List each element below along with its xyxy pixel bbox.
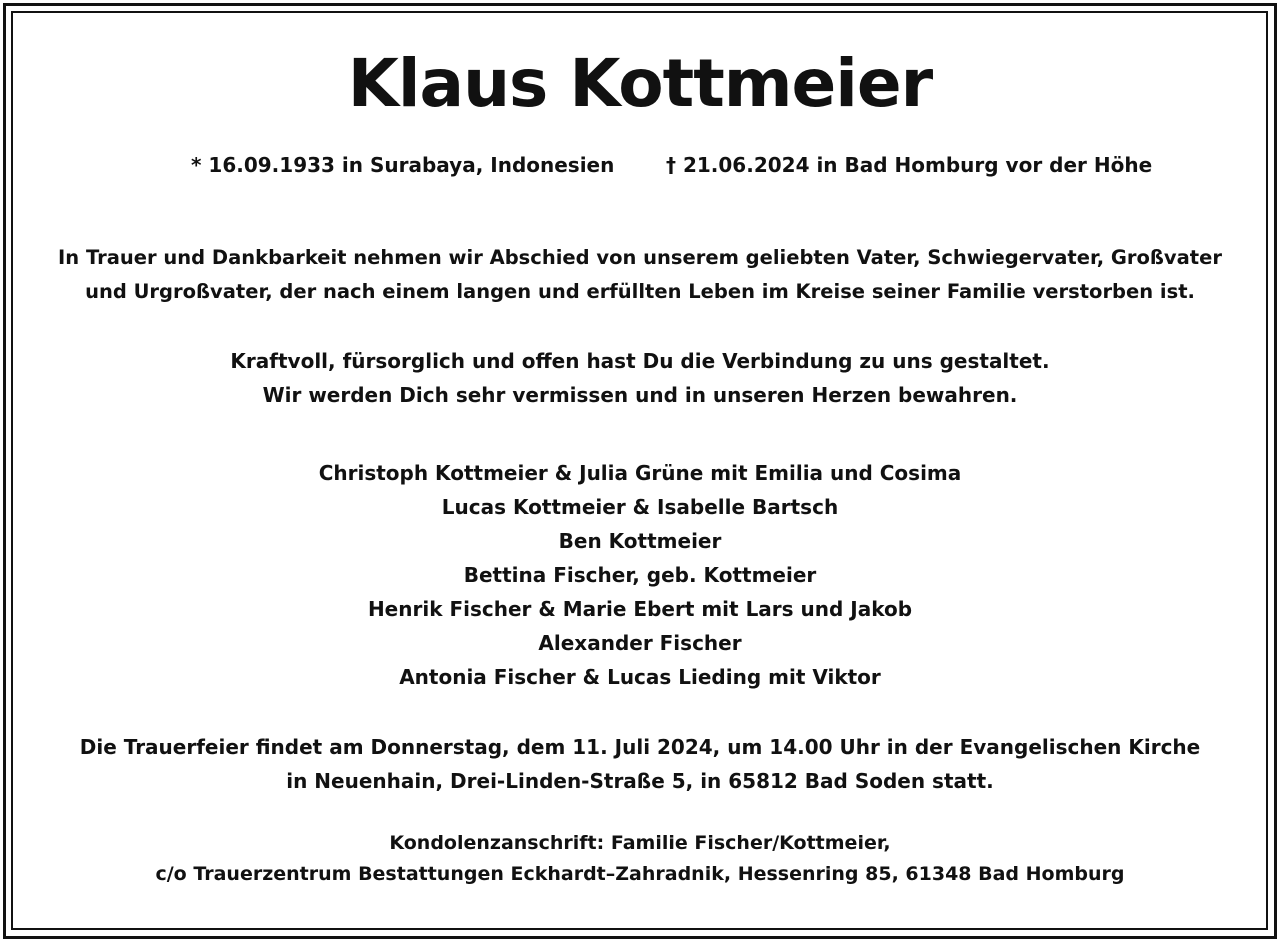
- birth-info: * 16.09.1933 in Surabaya, Indonesien: [191, 153, 615, 177]
- family-member: Ben Kottmeier: [558, 529, 722, 553]
- intro-line: In Trauer und Dankbarkeit nehmen wir Abschied von unserem geliebten Vater, Schwiegervater, Großvater: [58, 246, 1222, 269]
- condolence-line: c/o Trauerzentrum Bestattungen Eckhardt–Zahradnik, Hessenring 85, 61348 Bad Homburg: [155, 863, 1125, 885]
- intro-paragraph: [40, 241, 1240, 309]
- quote-line: Wir werden Dich sehr vermissen und in unseren Herzen bewahren.: [262, 383, 1018, 407]
- service-line: Die Trauerfeier findet am Donnerstag, dem 11. Juli 2024, um 14.00 Uhr in der Evangelischen Kirche: [79, 735, 1201, 759]
- condolence-address: [40, 828, 1240, 890]
- condolence-line: Kondolenzanschrift: Familie Fischer/Kottmeier,: [389, 832, 891, 854]
- service-line: in Neuenhain, Drei-Linden-Straße 5, in 65812 Bad Soden statt.: [286, 769, 994, 793]
- death-info: † 21.06.2024 in Bad Homburg vor der Höhe: [666, 153, 1153, 177]
- family-member: Alexander Fischer: [538, 631, 742, 655]
- family-member: Bettina Fischer, geb. Kottmeier: [463, 563, 817, 587]
- deceased-name: Klaus Kottmeier: [347, 45, 933, 122]
- family-member: Henrik Fischer & Marie Ebert mit Lars und Jakob: [367, 597, 913, 621]
- service-info: [40, 730, 1240, 798]
- family-member: Lucas Kottmeier & Isabelle Bartsch: [441, 495, 839, 519]
- quote-line: Kraftvoll, fürsorglich und offen hast Du die Verbindung zu uns gestaltet.: [230, 349, 1050, 373]
- quote-paragraph: [40, 344, 1240, 412]
- family-list: [40, 456, 1240, 694]
- intro-line: und Urgroßvater, der nach einem langen und erfüllten Leben im Kreise seiner Familie verstorben ist.: [85, 280, 1195, 303]
- family-member: Antonia Fischer & Lucas Lieding mit Viktor: [399, 665, 881, 689]
- family-member: Christoph Kottmeier & Julia Grüne mit Emilia und Cosima: [318, 461, 962, 485]
